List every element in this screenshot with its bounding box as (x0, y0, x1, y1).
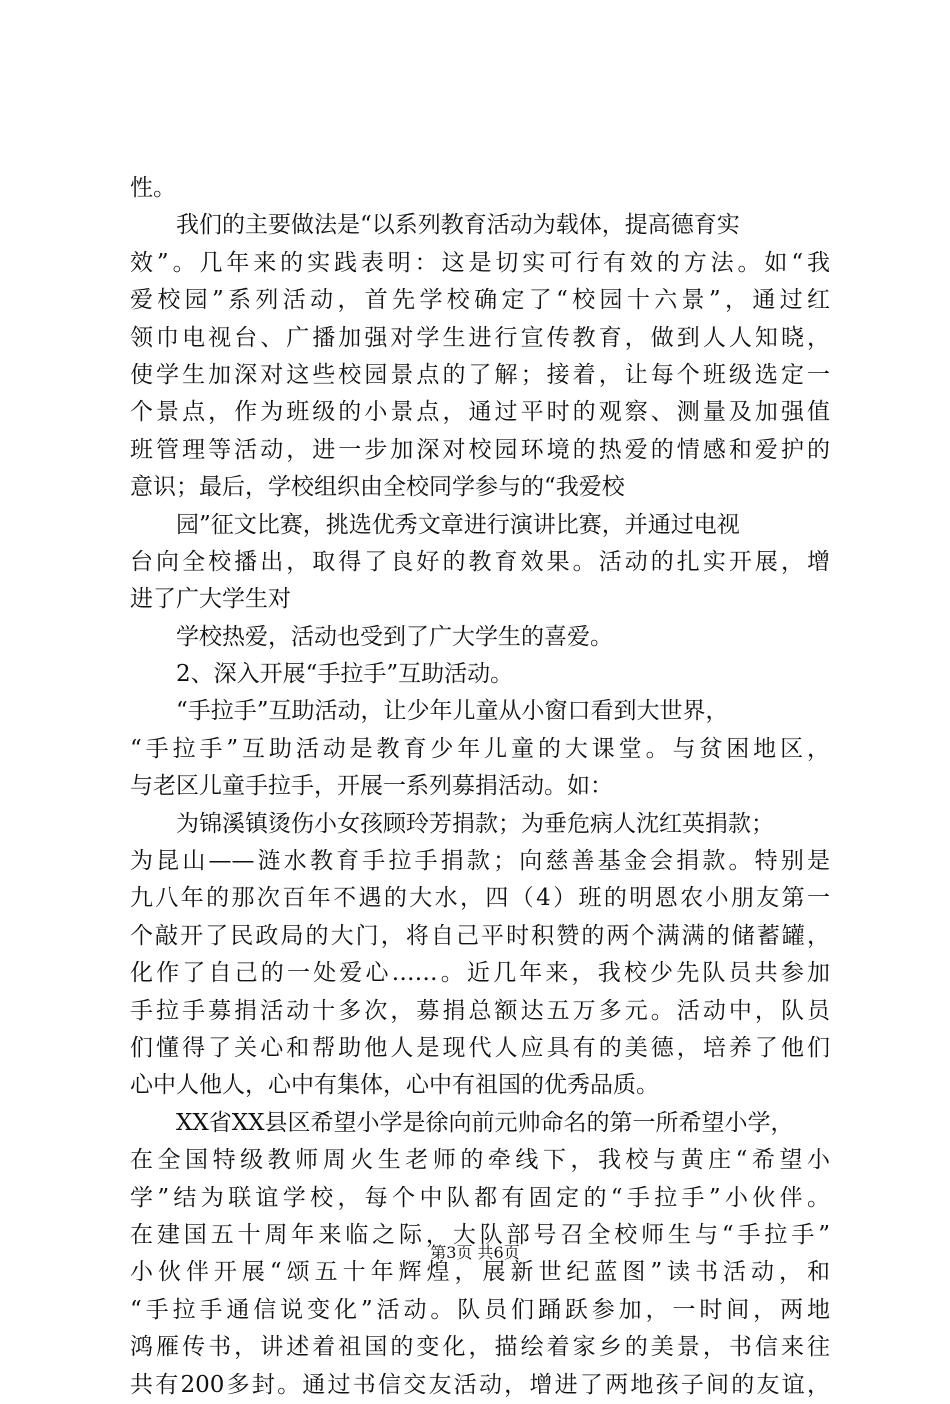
text-line: 个敲开了民政局的大门，将自己平时积赞的两个满满的储蓄罐， (130, 922, 830, 949)
text-line: 个景点，作为班级的小景点，通过平时的观察、测量及加强值 (130, 399, 830, 426)
text-line: 为昆山——涟水教育手拉手捐款；向慈善基金会捐款。特别是 (130, 848, 830, 875)
text-line: 台向全校播出，取得了良好的教育效果。活动的扎实开展，增 (130, 548, 830, 575)
text-line: 与老区儿童手拉手，开展一系列募捐活动。如： (130, 773, 613, 800)
text-line: 性。 (130, 175, 176, 201)
text-line: 2、深入开展“手拉手”互助活动。 (176, 661, 514, 688)
text-line: “手拉手”互助活动，让少年儿童从小窗口看到大世界， (176, 698, 729, 725)
text-line: 学”结为联谊学校，每个中队都有固定的“手拉手”小伙伴。 (130, 1184, 830, 1211)
text-line: 领巾电视台、广播加强对学生进行宣传教育，做到人人知晓， (130, 324, 830, 351)
text-line: 在全国特级教师周火生老师的牵线下，我校与黄庄“希望小 (130, 1147, 830, 1174)
text-line: 手拉手募捐活动十多次，募捐总额达五万多元。活动中，队员 (130, 997, 830, 1024)
text-line: 爱校园”系列活动，首先学校确定了“校园十六景”，通过红 (130, 287, 830, 314)
text-line: 进了广大学生对 (130, 586, 291, 613)
text-line: 效”。几年来的实践表明：这是切实可行有效的方法。如“我 (130, 249, 830, 276)
text-line: “手拉手”互助活动是教育少年儿童的大课堂。与贫困地区， (130, 735, 830, 762)
page-number-footer: 第3页 共6页 (430, 1243, 520, 1262)
text-line: 们懂得了关心和帮助他人是现代人应具有的美德，培养了他们 (130, 1034, 830, 1061)
text-line: 园”征文比赛，挑选优秀文章进行演讲比赛，并通过电视 (176, 511, 740, 538)
text-line: 班管理等活动，进一步加深对校园环境的热爱的情感和爱护的 (130, 436, 830, 463)
text-line: 九八年的那次百年不遇的大水，四（4）班的明恩农小朋友第一 (130, 885, 830, 912)
text-line: 鸿雁传书，讲述着祖国的变化，描绘着家乡的美景，书信来往 (130, 1334, 830, 1361)
text-line: 共有200多封。通过书信交友活动，增进了两地孩子间的友谊， (130, 1371, 830, 1398)
text-line: 小伙伴开展“颂五十年辉煌，展新世纪蓝图”读书活动，和 (130, 1259, 830, 1286)
text-line: 使学生加深对这些校园景点的了解；接着，让每个班级选定一 (130, 361, 830, 388)
document-body (130, 170, 830, 1404)
text-line: 为锦溪镇烫伤小女孩顾玲芳捐款；为垂危病人沈红英捐款； (176, 810, 774, 837)
text-line: 学校热爱，活动也受到了广大学生的喜爱。 (176, 623, 613, 650)
text-line: 心中人他人，心中有集体，心中有祖国的优秀品质。 (130, 1072, 659, 1099)
text-line: 我们的主要做法是“以系列教育活动为载体，提高德育实 (176, 212, 740, 239)
text-line: “手拉手通信说变化”活动。队员们踊跃参加，一时间，两地 (130, 1296, 830, 1323)
text-line: 意识；最后，学校组织由全校同学参与的“我爱校 (130, 474, 625, 501)
text-line: 在建国五十周年来临之际，大队部号召全校师生与“手拉手” (130, 1221, 830, 1248)
text-line: XX省XX县区希望小学是徐向前元帅命名的第一所希望小学， (176, 1109, 794, 1136)
text-line: 化作了自己的一处爱心……。近几年来，我校少先队员共参加 (130, 960, 830, 987)
